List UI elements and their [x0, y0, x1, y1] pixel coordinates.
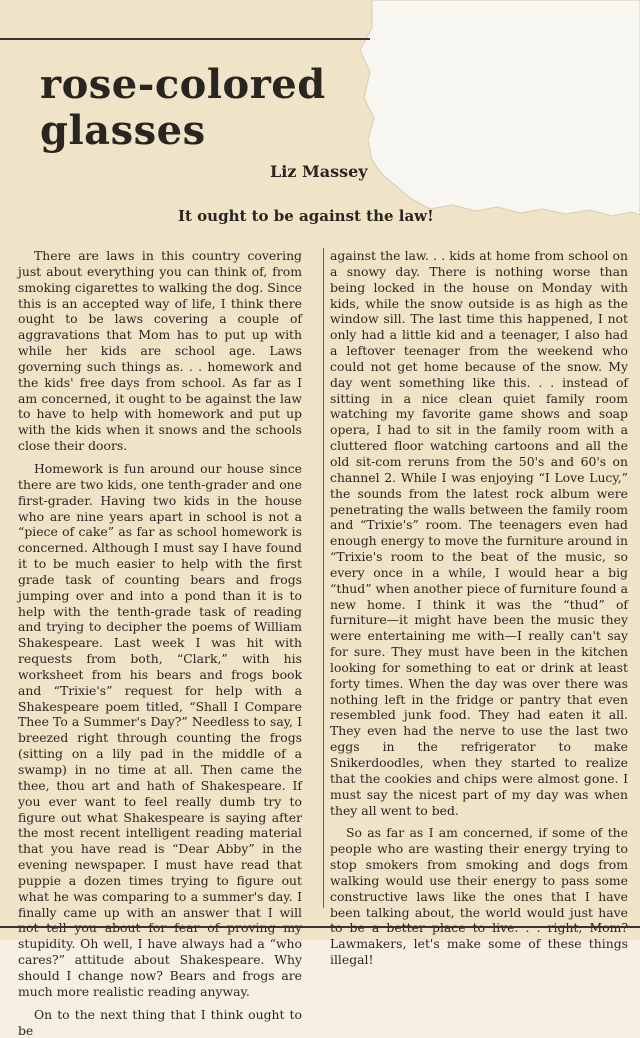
paragraph: There are laws in this country covering just about everything you can think of, from smoking cigarettes to walking the dog. Since this is an accepted way of life, I think there ought to be laws covering a couple of aggravations that Mom has to put up with while her kids are school age. Laws governing such things as. . . homework and the kids' free days from school. As far as I am concerned, it ought to be against the law to have to help with homework and put up with the kids when it snows and the schools close their doors.	[18, 248, 302, 454]
top-rule	[0, 38, 370, 40]
paragraph: So as far as I am concerned, if some of the people who are wasting their energy trying to stop smokers from smoking and dogs from walking would use their energy to pass some constructive laws like the ones that I have been talking about, the world would just have Lawmakers, let's make some of these things illegal!	[330, 825, 628, 968]
paragraph: against the law. . . kids at home from school on a snowy day. There is nothing worse than being locked in the house on Monday with kids, while the snow outside is as high as the window sill. The last time this happened, I not only had a little kid and a teenager, I also had a leftover teenager from the weekend who could not get home because of the snow. My day went something like this. . . instead of sitting in a nice clean quiet family room watching my favorite game shows and soap opera, I had to sit in the family room with a cluttered floor watching cartoons and all the old sit-com reruns from the 50's and 60's on channel 2. While I was enjoying “I Love Lucy,” the sounds from the latest rock album were penetrating the walls between the family room and “Trixie's” room. The teenagers even had enough energy to move the furniture around in “Trixie's room to the beat of the music, so every once in a while, I would hear a big “thud” when another piece of furniture found a new home. I think it was the “thud” of furniture—it might have been the music they were entertaining me with—I really can't say for sure. They must have been in the kitchen looking for something to eat or drink at least forty times. When the day was over there was nothing left in the fridge or pantry that even resembled junk food. They had eaten it all. They even had the nerve to use the last two eggs in the refrigerator to make Snikerdoodles, when they started to realize that the cookies and chips were almost gone. I must say the nicest part of my day was when they all went to bed.	[330, 248, 628, 818]
right-column	[330, 248, 628, 968]
left-column	[18, 248, 302, 1038]
bottom-rule	[0, 926, 640, 928]
paragraph: On to the next thing that I think ought to be	[18, 1006, 302, 1038]
author-byline: Liz Massey	[270, 162, 368, 181]
column-title: rose-colored glasses	[40, 61, 326, 154]
article-headline: It ought to be against the law!	[178, 207, 434, 225]
column-divider	[323, 248, 324, 908]
paragraph: Homework is fun around our house since there are two kids, one tenth-grader and one first-grader. Having two kids in the house who are nine years apart in school is not a “piece of cake” as far as school homework is concerned. Although I must say I have found it to be much easier to help with the first grade task of counting bears and frogs jumping over and into a pond than it is to help with the tenth-grade task of reading and trying to decipher the poems of William Shakespeare. Last week I was hit with requests from both, “Clark,” with his worksheet from his bears and frogs book and “Trixie's” request for help with a Shakespeare poem titled, “Shall I Compare Thee To a Summer's Day?” Needless to say, I breezed right through counting the frogs (sitting on a lily pad in the middle of a swamp) in no time at all. Then came the thee, thou art and hath of Shakespeare. If you ever want to feel really dumb try to figure out what Shakespeare is saying after the most recent intelligent reading material that you have read is “Dear Abby” in the evening newspaper. I must have read that puppie a dozen times trying to figure out what he was comparing to a summer's day. I finally came up with an answer that I will stupidity. Oh well, I have always had a “who cares?” attitude about Shakespeare. Why should I change now? Bears and frogs are much more realistic reading anyway.	[18, 460, 302, 999]
